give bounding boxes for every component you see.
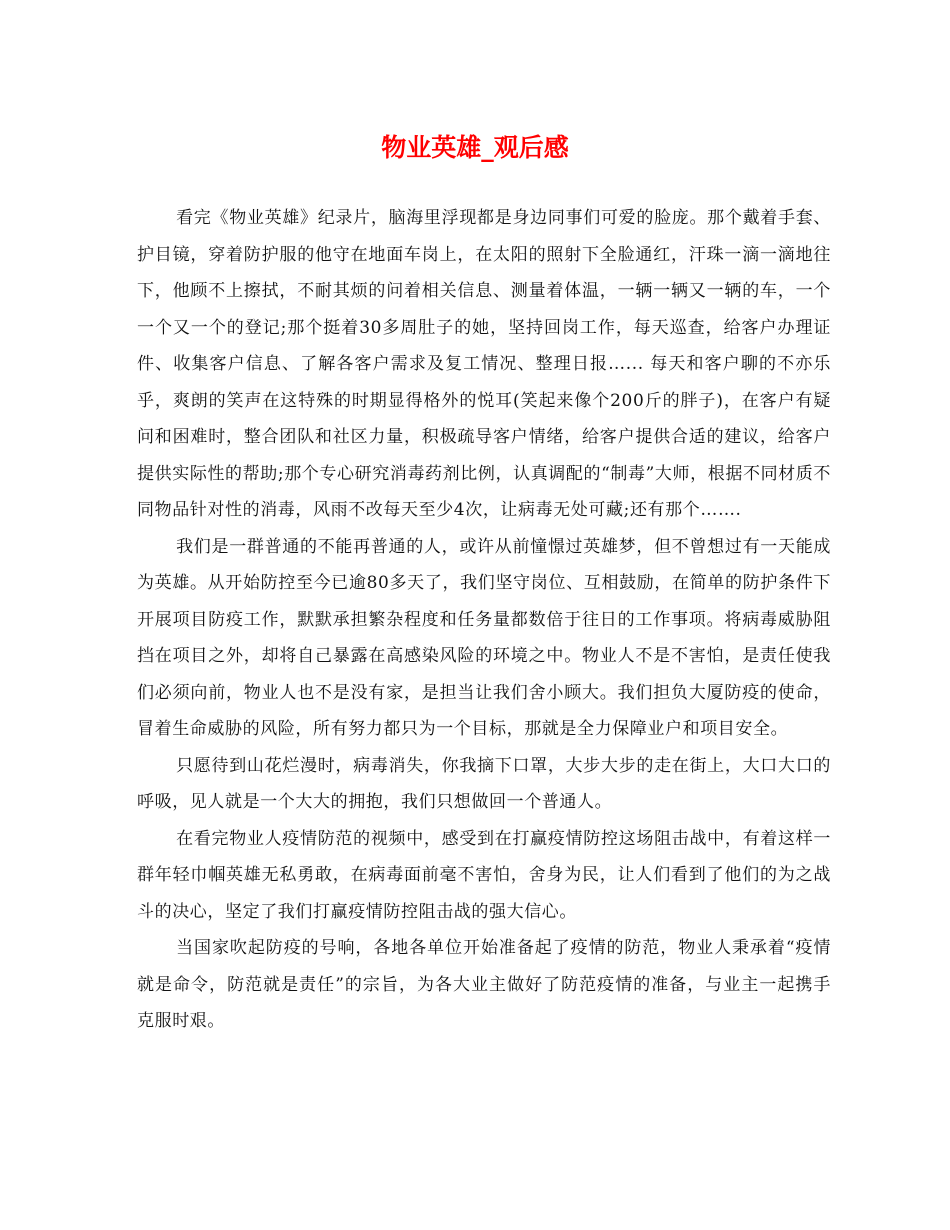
paragraph: 在看完物业人疫情防范的视频中，感受到在打赢疫情防控这场阻击战中，有着这样一群年轻巾帼英雄无私勇敢，在病毒面前毫不害怕，舍身为民，让人们看到了他们的为之战斗的决心，坚定了我们打赢疫情防控阻击战的强大信心。: [137, 828, 831, 922]
paragraph: 看完《物业英雄》纪录片，脑海里浮现都是身边同事们可爱的脸庞。那个戴着手套、护目镜，穿着防护服的他守在地面车岗上，在太阳的照射下全脸通红，汗珠一滴一滴地往下，他顾不上擦拭，不耐其烦的问着相关信息、测量着体温，一辆一辆又一辆的车，一个一个又一个的登记;那个挺着30多周肚子的她，坚持回岗工作，每天巡查，给客户办理证件、收集客户信息、了解各客户需求及复工情况、整理日报…... 每天和客户聊的不亦乐乎，爽朗的笑声在这特殊的时期显得格外的悦耳(笑起来像个200斤的胖子)，在客户有疑问和困难时，整合团队和社区力量，积极疏导客户情绪，给客户提供合适的建议，给客户提供实际性的帮助;那个专心研究消毒药剂比例，认真调配的“制毒”大师，根据不同材质不同物品针对性的消毒，风雨不改每天至少4次，让病毒无处可藏;还有那个…….: [137, 208, 831, 520]
paragraph: 只愿待到山花烂漫时，病毒消失，你我摘下口罩，大步大步的走在街上，大口大口的呼吸，见人就是一个大大的拥抱，我们只想做回一个普通人。: [137, 755, 831, 812]
paragraph: 我们是一群普通的不能再普通的人，或许从前憧憬过英雄梦，但不曾想过有一天能成为英雄。从开始防控至今已逾80多天了，我们坚守岗位、互相鼓励，在简单的防护条件下开展项目防疫工作，默默承担繁杂程度和任务量都数倍于往日的工作事项。将病毒威胁阻挡在项目之外，却将自己暴露在高感染风险的环境之中。物业人不是不害怕，是责任使我们必须向前，物业人也不是没有家，是担当让我们舍小顾大。我们担负大厦防疫的使命，冒着生命威胁的风险，所有努力都只为一个目标，那就是全力保障业户和项目安全。: [137, 536, 831, 739]
paragraph: 当国家吹起防疫的号响，各地各单位开始准备起了疫情的防范，物业人秉承着“疫情就是命令，防范就是责任”的宗旨，为各大业主做好了防范疫情的准备，与业主一起携手克服时艰。: [137, 938, 831, 1031]
document-title: 物业英雄_观后感: [381, 133, 569, 162]
document-body: [137, 200, 831, 1040]
